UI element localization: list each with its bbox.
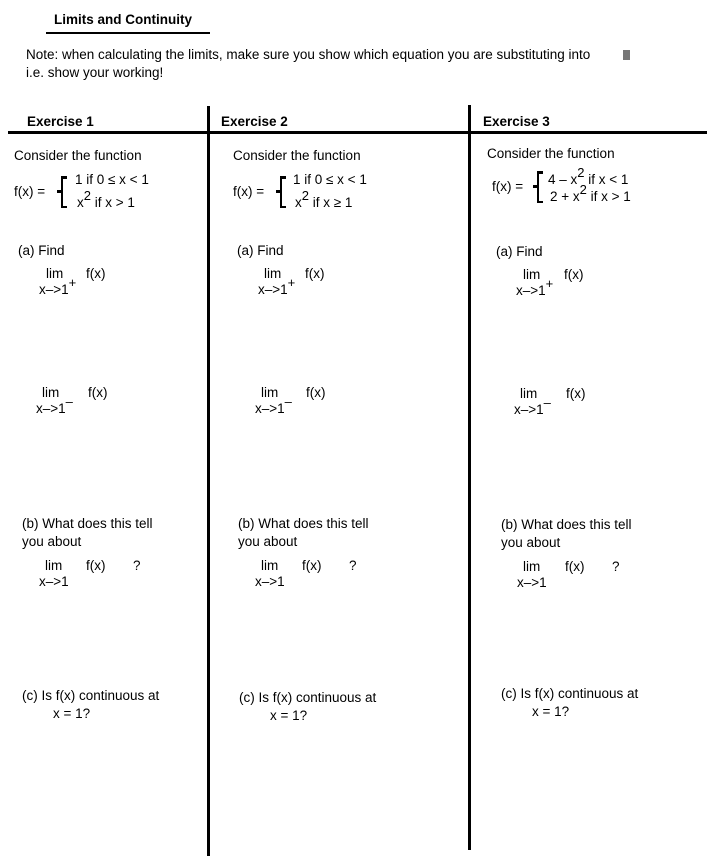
column-divider-2 (468, 105, 471, 850)
lim-subscript: x–>1+ (258, 275, 296, 297)
piece-2: x2 if x ≥ 1 (295, 188, 353, 210)
part-b-line-1: (b) What does this tell (22, 516, 153, 531)
part-b-line-1: (b) What does this tell (501, 517, 632, 532)
lim-subscript: x–>1+ (39, 275, 77, 297)
part-c-line-1: (c) Is f(x) continuous at (22, 688, 160, 703)
lim-fx: f(x) (86, 266, 106, 281)
piece-2: 2 + x2 if x > 1 (550, 182, 631, 204)
part-a-label: (a) Find (18, 243, 65, 258)
lim-fx: f(x) (566, 386, 586, 401)
piece-1: 1 if 0 ≤ x < 1 (293, 172, 367, 187)
consider-text: Consider the function (487, 146, 615, 161)
consider-text: Consider the function (14, 148, 142, 163)
piece-1: 1 if 0 ≤ x < 1 (75, 172, 149, 187)
part-c-line-2: x = 1? (532, 704, 570, 719)
lim-fx: f(x) (86, 558, 106, 573)
lim-subscript: x–>1– (514, 395, 551, 417)
piece-1: 4 – x2 if x < 1 (548, 165, 629, 187)
part-c-line-2: x = 1? (270, 708, 308, 723)
lim-word: lim (264, 266, 282, 281)
lim-subscript: x–>1 (39, 574, 69, 589)
lim-fx: f(x) (306, 385, 326, 400)
lim-word: lim (42, 385, 60, 400)
part-c-line-2: x = 1? (53, 706, 91, 721)
part-b-line-2: you about (238, 534, 298, 549)
column-divider-1 (207, 106, 210, 856)
lim-word: lim (261, 385, 279, 400)
lim-fx: f(x) (302, 558, 322, 573)
piecewise-brace (61, 176, 70, 208)
lim-word: lim (261, 558, 279, 573)
function-label: f(x) = (14, 184, 46, 199)
lim-fx: f(x) (565, 559, 585, 574)
exercise-heading: Exercise 2 (221, 114, 288, 129)
lim-fx: f(x) (88, 385, 108, 400)
lim-word: lim (45, 558, 63, 573)
piece-2: x2 if x > 1 (77, 188, 135, 210)
lim-subscript: x–>1+ (516, 276, 554, 298)
part-c-line-1: (c) Is f(x) continuous at (501, 686, 639, 701)
piecewise-brace (280, 176, 289, 208)
question-mark: ? (133, 558, 141, 573)
lim-fx: f(x) (305, 266, 325, 281)
note-line-2: i.e. show your working! (26, 65, 164, 80)
part-a-label: (a) Find (237, 243, 284, 258)
lim-subscript: x–>1 (517, 575, 547, 590)
lim-word: lim (520, 386, 538, 401)
lim-subscript: x–>1 (255, 574, 285, 589)
consider-text: Consider the function (233, 148, 361, 163)
lim-subscript: x–>1– (255, 394, 292, 416)
title-underline (46, 32, 210, 34)
lim-fx: f(x) (564, 267, 584, 282)
part-a-label: (a) Find (496, 244, 543, 259)
note-line-1: Note: when calculating the limits, make sure you show which equation you are substituting into (26, 47, 591, 62)
text-cursor (623, 50, 630, 60)
lim-word: lim (523, 559, 541, 574)
question-mark: ? (349, 558, 357, 573)
piecewise-brace (537, 171, 546, 203)
function-label: f(x) = (233, 184, 265, 199)
page-title: Limits and Continuity (54, 12, 192, 27)
function-label: f(x) = (492, 179, 524, 194)
part-c-line-1: (c) Is f(x) continuous at (239, 690, 377, 705)
lim-word: lim (523, 267, 541, 282)
lim-word: lim (46, 266, 64, 281)
table-header-rule (8, 131, 707, 134)
question-mark: ? (612, 559, 620, 574)
lim-subscript: x–>1– (36, 394, 73, 416)
exercise-heading: Exercise 3 (483, 114, 550, 129)
part-b-line-2: you about (501, 535, 561, 550)
part-b-line-1: (b) What does this tell (238, 516, 369, 531)
part-b-line-2: you about (22, 534, 82, 549)
exercise-heading: Exercise 1 (27, 114, 94, 129)
